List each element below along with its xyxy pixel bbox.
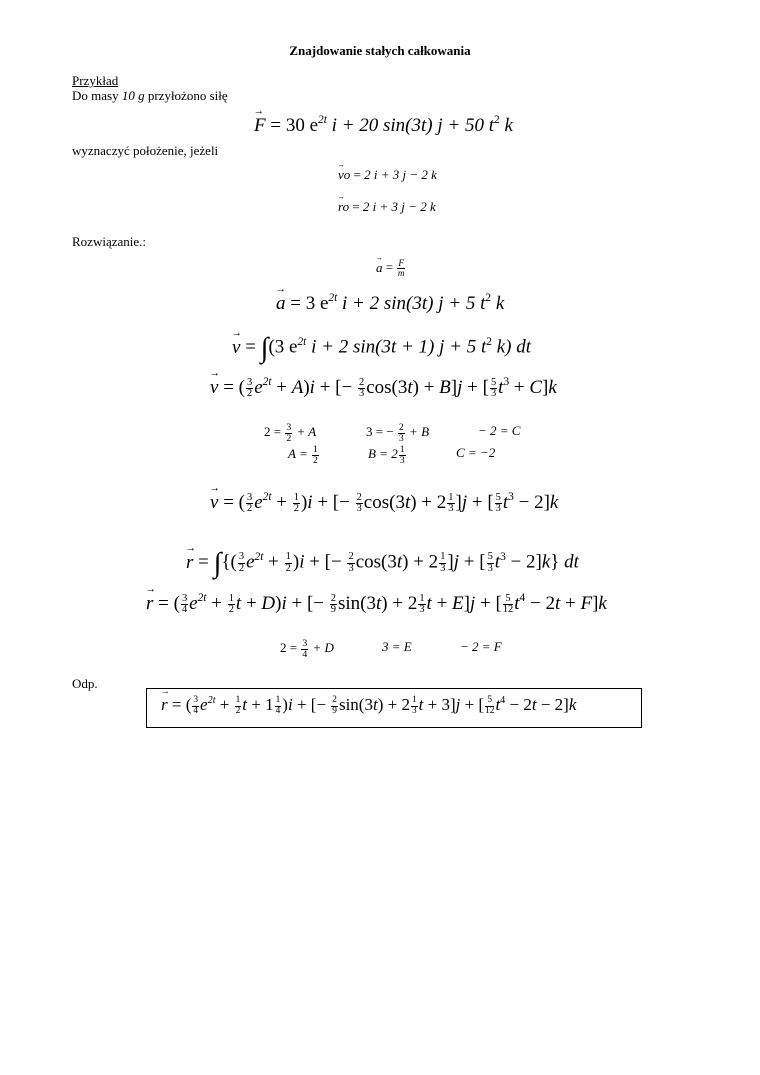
position-constant-eq-3: − 2 = F xyxy=(460,639,502,654)
force-equation: → F = 30 $e^{2t}$ i + 20 sin(3t) j + 50 $t^2$ k xyxy=(254,115,513,137)
velocity-general: → v = ( $\frac{3}{2}$ $e^{2t} + A)i$ + [− $\frac{2}{3}$ cos(3t) + B]j + [ $\frac{5}{3}$ $t^3 + C]k$ xyxy=(210,377,557,400)
velocity-integral: → v = ∫(3 $e^{2t}$ i + 2 sin(3t + 1) j + 5 $t^2$ k) dt xyxy=(232,333,531,365)
find-label: wyznaczyć położenie, jeżeli xyxy=(72,143,219,158)
page-title: Znajdowanie stałych całkowania xyxy=(289,43,471,58)
velocity-constant-eq-2: 3 = − $\frac{2}{3}$ + B xyxy=(366,422,430,444)
intro-suffix: przyłożono siłę xyxy=(147,88,228,103)
position-constant-eq-2: 3 = E xyxy=(382,639,412,654)
solution-label: Rozwiązanie.: xyxy=(72,234,146,249)
position-constant-eq-1: 2 = $\frac{3}{4}$ + D xyxy=(280,638,334,660)
constant-c-value: C = −2 xyxy=(456,445,496,460)
intro-mass: 10 g xyxy=(121,88,145,103)
force-symbol: → F xyxy=(254,115,266,137)
position-general: → r = ( $\frac{3}{4}$ $e^{2t}$ + $\frac{1}{2}$ t + D)i + [− $\frac{2}{9}$ sin(3t) + 2 $\frac{1}{3}$ t + E]j + [ $\frac{5}{12}$ $t^4 - 2t + F]k$ xyxy=(146,593,607,616)
constant-b-value: B = 2 $\frac{1}{3}$ xyxy=(368,444,405,466)
answer-box xyxy=(146,688,642,728)
v0-equation: → vo = 2 i + 3 j − 2 k xyxy=(338,167,437,183)
intro-line xyxy=(72,88,228,104)
answer-equation: → r = ( $\frac{3}{4}$ $e^{2t}$ + $\frac{1}{2}$ t + 1 $\frac{1}{4}$ )i + [− $\frac{2}{9}$ sin(3t) + 2 $\frac{1}{3}$ t + 3]j + [ $\frac{5}{12}$ $t^4 - 2t - 2]k$ xyxy=(161,695,576,714)
acceleration-definition: → a = $\frac{F}{m}$ xyxy=(376,259,406,278)
velocity-particular: → v = ( $\frac{3}{2}$ $e^{2t}$ + $\frac{1}{2}$ )i + [− $\frac{2}{3}$ cos(3t) + 2 $\frac{1}{3}$ ]j + [ $\frac{5}{3}$ $t^3 - 2]k$ xyxy=(210,492,558,515)
velocity-constant-eq-1: 2 = $\frac{3}{2}$ + A xyxy=(264,422,317,444)
acceleration-equation: → a = 3 $e^{2t}$ i + 2 sin(3t) j + 5 $t^2$ k xyxy=(276,293,504,315)
answer-label: Odp. xyxy=(72,676,98,691)
constant-a-value: A = $\frac{1}{2}$ xyxy=(288,444,318,466)
example-label: Przykład xyxy=(72,73,119,88)
position-integral: → r = ∫{( $\frac{3}{2}$ $e^{2t}$ + $\frac{1}{2}$ )i + [− $\frac{2}{3}$ cos(3t) + 2 $\frac{1}{3}$ ]j + [ $\frac{5}{3}$ $t^3 - 2]k$} dt xyxy=(186,548,579,580)
intro-prefix: Do masy xyxy=(72,88,119,103)
r0-equation: → ro = 2 i + 3 j − 2 k xyxy=(338,199,436,215)
velocity-constant-eq-3: − 2 = C xyxy=(478,423,521,438)
